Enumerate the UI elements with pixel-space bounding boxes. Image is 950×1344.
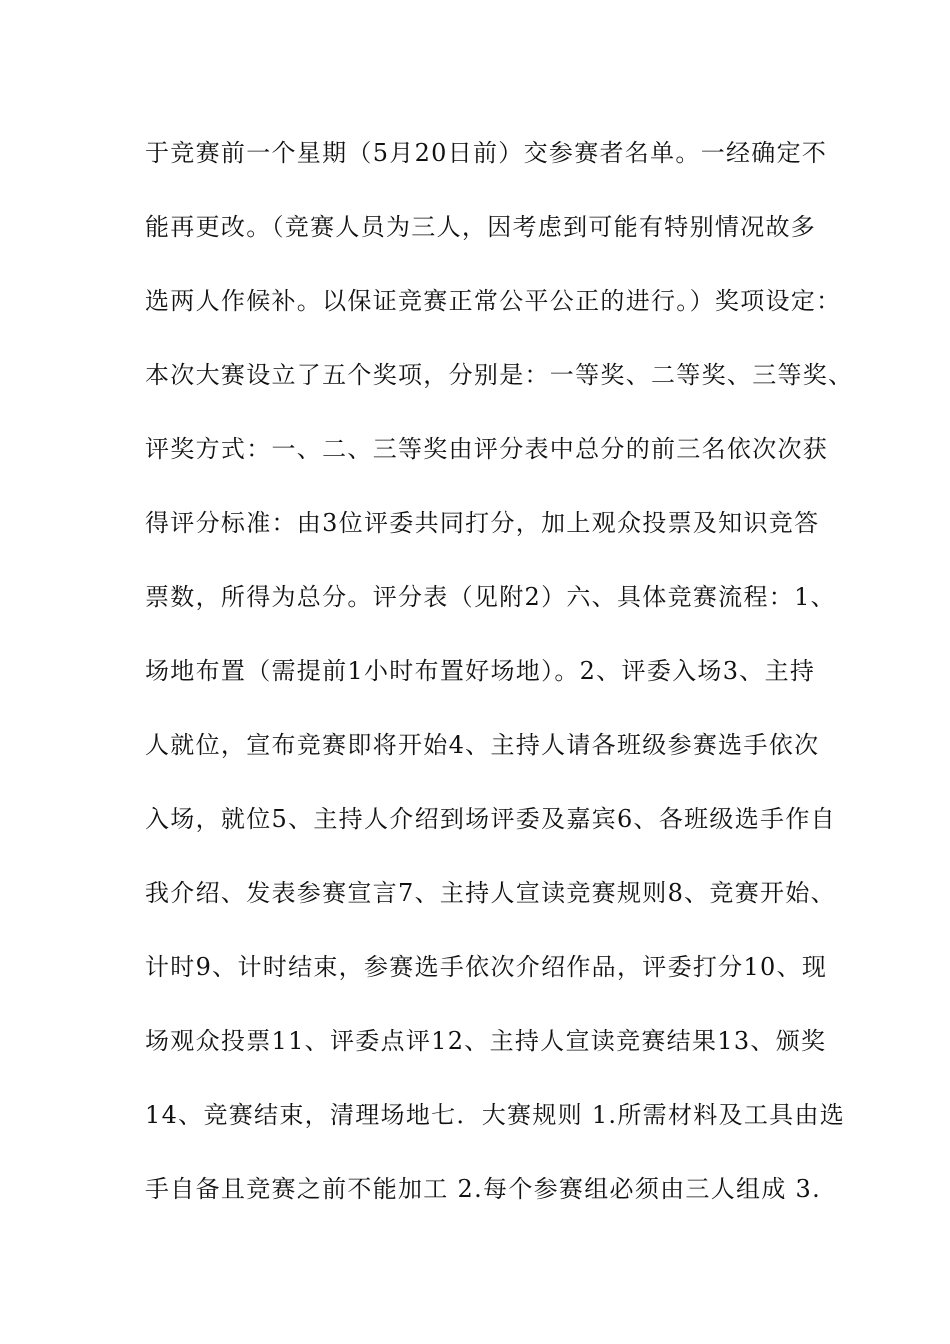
text-line-4: 本次大赛设立了五个奖项，分别是：一等奖、二等奖、三等奖、	[145, 361, 854, 389]
text-line-13: 场观众投票11、评委点评12、主持人宣读竞赛结果13、颁奖	[145, 1027, 827, 1055]
text-line-2: 能再更改。（竞赛人员为三人，因考虑到可能有特别情况故多	[145, 213, 817, 241]
text-line-5: 评奖方式：一、二、三等奖由评分表中总分的前三名依次次获	[145, 435, 829, 463]
text-line-12: 计时9、计时结束，参赛选手依次介绍作品，评委打分10、现	[145, 953, 828, 981]
text-line-3: 选两人作候补。以保证竞赛正常公平公正的进行。）奖项设定：	[145, 287, 842, 315]
text-line-6: 得评分标准：由3位评委共同打分，加上观众投票及知识竞答	[145, 509, 820, 537]
text-line-1: 于竞赛前一个星期（5月20日前）交参赛者名单。一经确定不	[145, 139, 828, 167]
text-line-9: 人就位，宣布竞赛即将开始4、主持人请各班级参赛选手依次	[145, 731, 820, 759]
text-line-10: 入场，就位5、主持人介绍到场评委及嘉宾6、各班级选手作自	[145, 805, 836, 833]
text-line-14: 14、竞赛结束，清理场地七．大赛规则 1.所需材料及工具由选	[145, 1101, 846, 1129]
text-line-15: 手自备且竞赛之前不能加工 2.每个参赛组必须由三人组成 3.	[145, 1175, 822, 1203]
body-text	[145, 128, 854, 1238]
text-line-7: 票数，所得为总分。评分表（见附2）六、具体竞赛流程：1、	[145, 583, 836, 611]
text-line-8: 场地布置（需提前1小时布置好场地）。2、评委入场3、主持	[145, 657, 816, 685]
text-line-11: 我介绍、发表参赛宣言7、主持人宣读竞赛规则8、竞赛开始、	[145, 879, 836, 907]
